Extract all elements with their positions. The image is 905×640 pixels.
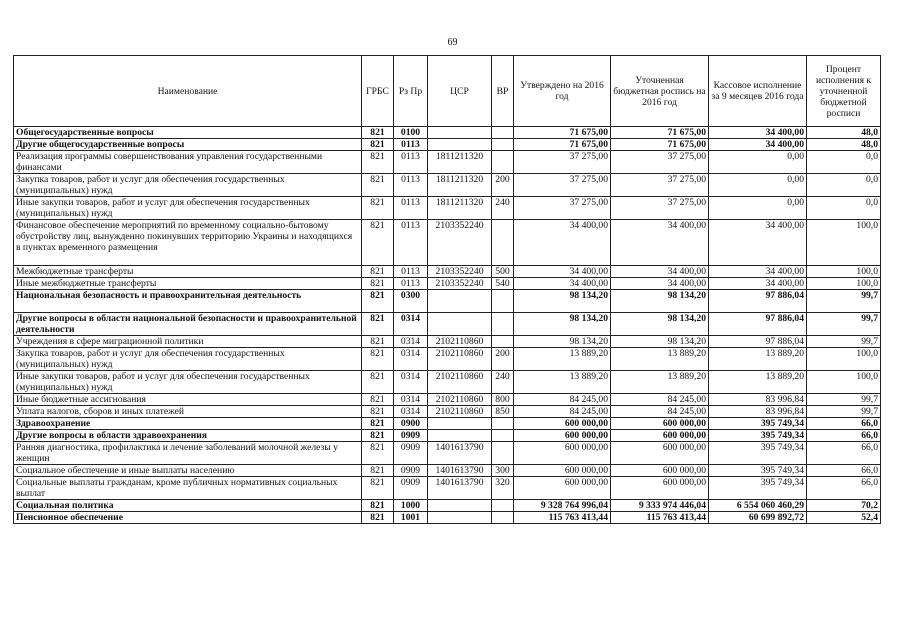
grbs-cell: 821 xyxy=(362,500,394,512)
percent-cell: 48,0 xyxy=(807,139,881,151)
vr-cell xyxy=(492,512,514,524)
header-vr: ВР xyxy=(492,56,514,127)
approved-cell: 115 763 413,44 xyxy=(514,512,611,524)
csr-cell xyxy=(428,127,492,139)
vr-cell xyxy=(492,290,514,313)
grbs-cell: 821 xyxy=(362,477,394,500)
cash-cell: 395 749,34 xyxy=(709,418,807,430)
refined-cell: 600 000,00 xyxy=(611,430,709,442)
grbs-cell: 821 xyxy=(362,371,394,394)
percent-cell: 100,0 xyxy=(807,371,881,394)
grbs-cell: 821 xyxy=(362,406,394,418)
csr-cell: 2102110860 xyxy=(428,371,492,394)
grbs-cell: 821 xyxy=(362,348,394,371)
rzpr-cell: 0300 xyxy=(394,290,428,313)
refined-cell: 37 275,00 xyxy=(611,151,709,174)
csr-cell: 2103352240 xyxy=(428,220,492,266)
grbs-cell: 821 xyxy=(362,430,394,442)
cash-cell: 395 749,34 xyxy=(709,477,807,500)
grbs-cell: 821 xyxy=(362,442,394,465)
cash-cell: 395 749,34 xyxy=(709,442,807,465)
cash-cell: 34 400,00 xyxy=(709,220,807,266)
rzpr-cell: 0909 xyxy=(394,477,428,500)
csr-cell: 2102110860 xyxy=(428,394,492,406)
table-row xyxy=(14,394,881,406)
cash-cell: 34 400,00 xyxy=(709,139,807,151)
table-row xyxy=(14,430,881,442)
grbs-cell: 821 xyxy=(362,290,394,313)
table-row xyxy=(14,512,881,524)
name-cell: Социальная политика xyxy=(14,500,362,512)
cash-cell: 34 400,00 xyxy=(709,127,807,139)
percent-cell: 52,4 xyxy=(807,512,881,524)
cash-cell: 0,00 xyxy=(709,174,807,197)
rzpr-cell: 0909 xyxy=(394,442,428,465)
percent-cell: 0,0 xyxy=(807,151,881,174)
grbs-cell: 821 xyxy=(362,151,394,174)
grbs-cell: 821 xyxy=(362,127,394,139)
percent-cell: 66,0 xyxy=(807,465,881,477)
csr-cell: 1401613790 xyxy=(428,477,492,500)
cash-cell: 97 886,04 xyxy=(709,290,807,313)
cash-cell: 395 749,34 xyxy=(709,430,807,442)
rzpr-cell: 0113 xyxy=(394,139,428,151)
header-percent: Процент исполнения к уточненной бюджетной росписи xyxy=(807,56,881,127)
rzpr-cell: 0113 xyxy=(394,174,428,197)
vr-cell: 500 xyxy=(492,266,514,278)
table-row xyxy=(14,500,881,512)
rzpr-cell: 0314 xyxy=(394,336,428,348)
vr-cell xyxy=(492,442,514,465)
refined-cell: 84 245,00 xyxy=(611,406,709,418)
name-cell: Финансовое обеспечение мероприятий по временному социально-бытовому обустройству лиц, вынужденно покинувших территорию Украины и находящихся в пунктах временного размещения xyxy=(14,220,362,266)
vr-cell xyxy=(492,418,514,430)
cash-cell: 6 554 060 460,29 xyxy=(709,500,807,512)
approved-cell: 13 889,20 xyxy=(514,348,611,371)
refined-cell: 600 000,00 xyxy=(611,442,709,465)
grbs-cell: 821 xyxy=(362,278,394,290)
percent-cell: 100,0 xyxy=(807,220,881,266)
refined-cell: 600 000,00 xyxy=(611,477,709,500)
percent-cell: 99,7 xyxy=(807,290,881,313)
rzpr-cell: 0113 xyxy=(394,278,428,290)
approved-cell: 600 000,00 xyxy=(514,477,611,500)
name-cell: Здравоохранение xyxy=(14,418,362,430)
name-cell: Другие вопросы в области здравоохранения xyxy=(14,430,362,442)
vr-cell: 540 xyxy=(492,278,514,290)
percent-cell: 66,0 xyxy=(807,477,881,500)
table-row xyxy=(14,418,881,430)
name-cell: Иные бюджетные ассигнования xyxy=(14,394,362,406)
cash-cell: 0,00 xyxy=(709,151,807,174)
vr-cell xyxy=(492,313,514,336)
table-row xyxy=(14,406,881,418)
approved-cell: 71 675,00 xyxy=(514,139,611,151)
refined-cell: 115 763 413,44 xyxy=(611,512,709,524)
name-cell: Общегосударственные вопросы xyxy=(14,127,362,139)
name-cell: Другие вопросы в области национальной безопасности и правоохранительной деятельности xyxy=(14,313,362,336)
approved-cell: 600 000,00 xyxy=(514,465,611,477)
name-cell: Иные закупки товаров, работ и услуг для обеспечения государственных (муниципальных) нужд xyxy=(14,197,362,220)
cash-cell: 13 889,20 xyxy=(709,348,807,371)
name-cell: Уплата налогов, сборов и иных платежей xyxy=(14,406,362,418)
csr-cell xyxy=(428,430,492,442)
percent-cell: 100,0 xyxy=(807,348,881,371)
csr-cell: 2102110860 xyxy=(428,348,492,371)
rzpr-cell: 0113 xyxy=(394,151,428,174)
rzpr-cell: 0113 xyxy=(394,220,428,266)
table-body xyxy=(14,127,881,524)
csr-cell xyxy=(428,139,492,151)
rzpr-cell: 0100 xyxy=(394,127,428,139)
csr-cell: 1811211320 xyxy=(428,174,492,197)
cash-cell: 34 400,00 xyxy=(709,266,807,278)
grbs-cell: 821 xyxy=(362,336,394,348)
approved-cell: 600 000,00 xyxy=(514,418,611,430)
csr-cell: 2103352240 xyxy=(428,266,492,278)
refined-cell: 600 000,00 xyxy=(611,418,709,430)
refined-cell: 98 134,20 xyxy=(611,290,709,313)
name-cell: Реализация программы совершенствования управления государственными финансами xyxy=(14,151,362,174)
name-cell: Межбюджетные трансферты xyxy=(14,266,362,278)
approved-cell: 84 245,00 xyxy=(514,406,611,418)
table-row xyxy=(14,139,881,151)
table-row xyxy=(14,197,881,220)
percent-cell: 66,0 xyxy=(807,430,881,442)
refined-cell: 71 675,00 xyxy=(611,127,709,139)
approved-cell: 98 134,20 xyxy=(514,313,611,336)
refined-cell: 84 245,00 xyxy=(611,394,709,406)
csr-cell: 2102110860 xyxy=(428,336,492,348)
percent-cell: 100,0 xyxy=(807,278,881,290)
refined-cell: 34 400,00 xyxy=(611,220,709,266)
approved-cell: 34 400,00 xyxy=(514,278,611,290)
vr-cell xyxy=(492,220,514,266)
percent-cell: 66,0 xyxy=(807,418,881,430)
name-cell: Ранняя диагностика, профилактика и лечение заболеваний молочной железы у женщин xyxy=(14,442,362,465)
name-cell: Закупка товаров, работ и услуг для обеспечения государственных (муниципальных) нужд xyxy=(14,348,362,371)
name-cell: Иные межбюджетные трансферты xyxy=(14,278,362,290)
refined-cell: 34 400,00 xyxy=(611,278,709,290)
grbs-cell: 821 xyxy=(362,512,394,524)
cash-cell: 395 749,34 xyxy=(709,465,807,477)
approved-cell: 84 245,00 xyxy=(514,394,611,406)
vr-cell xyxy=(492,430,514,442)
cash-cell: 97 886,04 xyxy=(709,313,807,336)
csr-cell xyxy=(428,290,492,313)
csr-cell: 2102110860 xyxy=(428,406,492,418)
approved-cell: 37 275,00 xyxy=(514,174,611,197)
rzpr-cell: 0314 xyxy=(394,348,428,371)
refined-cell: 13 889,20 xyxy=(611,348,709,371)
header-name: Наименование xyxy=(14,56,362,127)
refined-cell: 9 333 974 446,04 xyxy=(611,500,709,512)
grbs-cell: 821 xyxy=(362,394,394,406)
percent-cell: 70,2 xyxy=(807,500,881,512)
cash-cell: 34 400,00 xyxy=(709,278,807,290)
rzpr-cell: 0314 xyxy=(394,371,428,394)
rzpr-cell: 0314 xyxy=(394,394,428,406)
grbs-cell: 821 xyxy=(362,313,394,336)
csr-cell: 2103352240 xyxy=(428,278,492,290)
name-cell: Закупка товаров, работ и услуг для обеспечения государственных (муниципальных) нужд xyxy=(14,174,362,197)
refined-cell: 71 675,00 xyxy=(611,139,709,151)
csr-cell: 1811211320 xyxy=(428,151,492,174)
refined-cell: 37 275,00 xyxy=(611,174,709,197)
cash-cell: 97 886,04 xyxy=(709,336,807,348)
percent-cell: 0,0 xyxy=(807,197,881,220)
header-approved: Утверждено на 2016 год xyxy=(514,56,611,127)
rzpr-cell: 0909 xyxy=(394,465,428,477)
refined-cell: 98 134,20 xyxy=(611,313,709,336)
table-row xyxy=(14,174,881,197)
table-row xyxy=(14,477,881,500)
rzpr-cell: 1000 xyxy=(394,500,428,512)
grbs-cell: 821 xyxy=(362,465,394,477)
csr-cell xyxy=(428,500,492,512)
vr-cell: 320 xyxy=(492,477,514,500)
table-row xyxy=(14,371,881,394)
csr-cell: 1811211320 xyxy=(428,197,492,220)
percent-cell: 99,7 xyxy=(807,394,881,406)
approved-cell: 98 134,20 xyxy=(514,336,611,348)
vr-cell: 300 xyxy=(492,465,514,477)
table-row xyxy=(14,313,881,336)
csr-cell xyxy=(428,418,492,430)
percent-cell: 99,7 xyxy=(807,336,881,348)
header-grbs: ГРБС xyxy=(362,56,394,127)
name-cell: Национальная безопасность и правоохранительная деятельность xyxy=(14,290,362,313)
csr-cell xyxy=(428,512,492,524)
approved-cell: 13 889,20 xyxy=(514,371,611,394)
header-rzpr: Рз Пр xyxy=(394,56,428,127)
page-number: 69 xyxy=(447,37,458,48)
table-row xyxy=(14,220,881,266)
csr-cell: 1401613790 xyxy=(428,442,492,465)
table-row xyxy=(14,465,881,477)
grbs-cell: 821 xyxy=(362,418,394,430)
vr-cell xyxy=(492,151,514,174)
vr-cell: 240 xyxy=(492,197,514,220)
vr-cell: 200 xyxy=(492,174,514,197)
name-cell: Пенсионное обеспечение xyxy=(14,512,362,524)
table-row xyxy=(14,278,881,290)
cash-cell: 83 996,84 xyxy=(709,394,807,406)
header-refined: Уточненная бюджетная роспись на 2016 год xyxy=(611,56,709,127)
approved-cell: 34 400,00 xyxy=(514,266,611,278)
table-row xyxy=(14,151,881,174)
grbs-cell: 821 xyxy=(362,220,394,266)
refined-cell: 34 400,00 xyxy=(611,266,709,278)
grbs-cell: 821 xyxy=(362,197,394,220)
cash-cell: 0,00 xyxy=(709,197,807,220)
rzpr-cell: 0900 xyxy=(394,418,428,430)
header-cash: Кассовое исполнение за 9 месяцев 2016 года xyxy=(709,56,807,127)
vr-cell: 800 xyxy=(492,394,514,406)
rzpr-cell: 0113 xyxy=(394,197,428,220)
percent-cell: 99,7 xyxy=(807,406,881,418)
percent-cell: 48,0 xyxy=(807,127,881,139)
vr-cell: 240 xyxy=(492,371,514,394)
csr-cell xyxy=(428,313,492,336)
table-row xyxy=(14,336,881,348)
percent-cell: 66,0 xyxy=(807,442,881,465)
vr-cell: 200 xyxy=(492,348,514,371)
approved-cell: 600 000,00 xyxy=(514,442,611,465)
cash-cell: 60 699 892,72 xyxy=(709,512,807,524)
vr-cell xyxy=(492,500,514,512)
table-row xyxy=(14,290,881,313)
rzpr-cell: 0314 xyxy=(394,406,428,418)
approved-cell: 34 400,00 xyxy=(514,220,611,266)
refined-cell: 98 134,20 xyxy=(611,336,709,348)
table-row xyxy=(14,442,881,465)
approved-cell: 37 275,00 xyxy=(514,197,611,220)
approved-cell: 37 275,00 xyxy=(514,151,611,174)
approved-cell: 71 675,00 xyxy=(514,127,611,139)
approved-cell: 98 134,20 xyxy=(514,290,611,313)
vr-cell xyxy=(492,139,514,151)
refined-cell: 37 275,00 xyxy=(611,197,709,220)
grbs-cell: 821 xyxy=(362,266,394,278)
budget-table xyxy=(13,55,881,524)
header-row xyxy=(14,56,881,127)
name-cell: Иные закупки товаров, работ и услуг для обеспечения государственных (муниципальных) нужд xyxy=(14,371,362,394)
table-row xyxy=(14,127,881,139)
name-cell: Другие общегосударственные вопросы xyxy=(14,139,362,151)
csr-cell: 1401613790 xyxy=(428,465,492,477)
percent-cell: 100,0 xyxy=(807,266,881,278)
rzpr-cell: 0314 xyxy=(394,313,428,336)
vr-cell: 850 xyxy=(492,406,514,418)
grbs-cell: 821 xyxy=(362,174,394,197)
header-csr: ЦСР xyxy=(428,56,492,127)
cash-cell: 83 996,84 xyxy=(709,406,807,418)
refined-cell: 13 889,20 xyxy=(611,371,709,394)
name-cell: Социальное обеспечение и иные выплаты населению xyxy=(14,465,362,477)
grbs-cell: 821 xyxy=(362,139,394,151)
rzpr-cell: 0113 xyxy=(394,266,428,278)
name-cell: Социальные выплаты гражданам, кроме публичных нормативных социальных выплат xyxy=(14,477,362,500)
approved-cell: 600 000,00 xyxy=(514,430,611,442)
table-row xyxy=(14,266,881,278)
vr-cell xyxy=(492,336,514,348)
cash-cell: 13 889,20 xyxy=(709,371,807,394)
table-row xyxy=(14,348,881,371)
percent-cell: 99,7 xyxy=(807,313,881,336)
rzpr-cell: 1001 xyxy=(394,512,428,524)
vr-cell xyxy=(492,127,514,139)
percent-cell: 0,0 xyxy=(807,174,881,197)
rzpr-cell: 0909 xyxy=(394,430,428,442)
refined-cell: 600 000,00 xyxy=(611,465,709,477)
name-cell: Учреждения в сфере миграционной политики xyxy=(14,336,362,348)
approved-cell: 9 328 764 996,04 xyxy=(514,500,611,512)
